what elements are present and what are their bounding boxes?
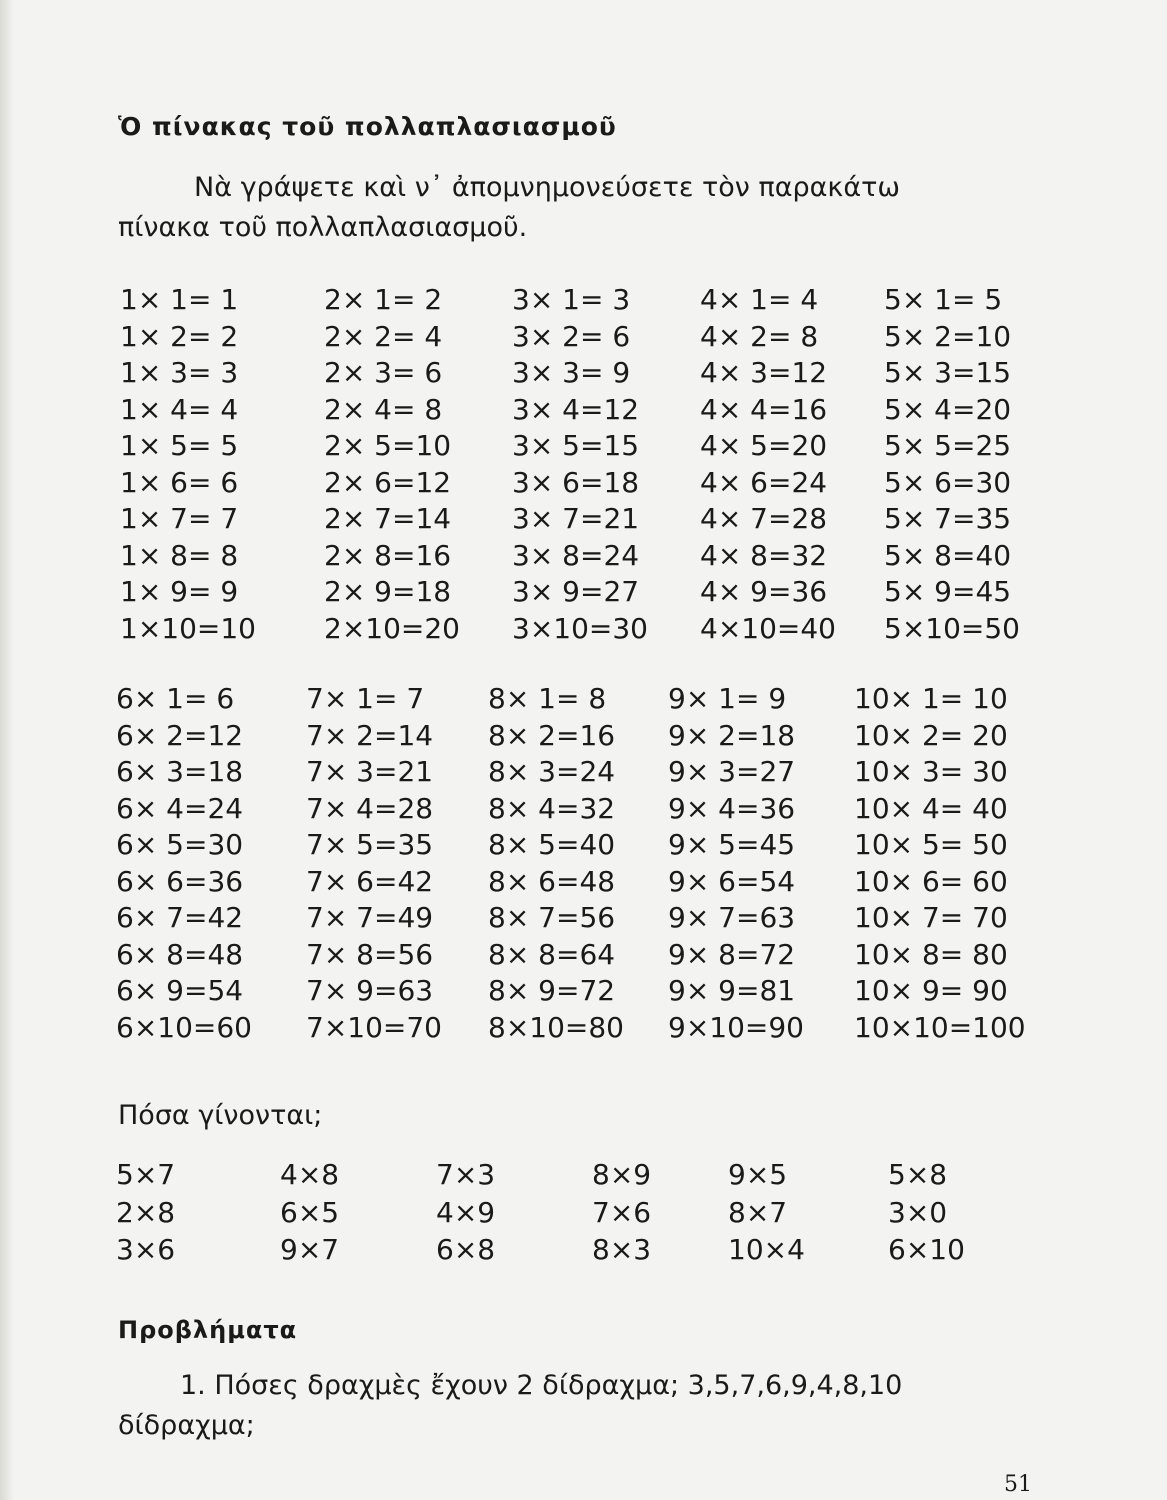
table-cell: 1× 7= 7 xyxy=(120,502,239,535)
problem-1-line-1: 1. Πόσες δραχμὲς ἔχουν 2 δίδραχμα; 3,5,7,6,9,4,8,10 xyxy=(180,1370,903,1401)
intro-line-2: πίνακα τοῦ πολλαπλασιασμοῦ. xyxy=(118,212,528,243)
table-cell: 6× 4=24 xyxy=(116,791,244,825)
table-cell: 2× 5=10 xyxy=(324,429,452,462)
table-cell: 4× 9=36 xyxy=(700,575,828,608)
table-cell: 5× 5=25 xyxy=(884,429,1012,462)
quiz-item: 6×5 xyxy=(280,1195,340,1229)
table-cell: 3× 9=27 xyxy=(512,575,640,608)
table-cell: 6× 7=42 xyxy=(116,901,244,934)
table-cell: 5× 7=35 xyxy=(884,502,1012,535)
table-cell: 1× 1= 1 xyxy=(120,283,239,316)
table-cell: 8× 6=48 xyxy=(488,864,616,898)
table-cell: 9× 1= 9 xyxy=(668,682,787,715)
table-cell: 1×10=10 xyxy=(120,611,256,645)
quiz-item: 9×5 xyxy=(728,1158,788,1191)
problems-title: Προβλήματα xyxy=(118,1316,298,1344)
table-cell: 2× 7=14 xyxy=(324,502,452,535)
quiz-item: 8×7 xyxy=(728,1195,788,1229)
table-cell: 7× 4=28 xyxy=(306,791,434,825)
table-cell: 3× 2= 6 xyxy=(512,319,631,353)
intro-paragraph xyxy=(118,168,1048,248)
table-cell: 7× 3=21 xyxy=(306,755,434,788)
table-cell: 10× 3= 30 xyxy=(854,755,1008,788)
table-cell: 8× 3=24 xyxy=(488,755,616,788)
table-cell: 2× 9=18 xyxy=(324,575,452,608)
table-cell: 6× 9=54 xyxy=(116,974,244,1007)
table-cell: 7× 2=14 xyxy=(306,718,434,752)
table-cell: 9× 5=45 xyxy=(668,828,796,861)
table-cell: 8× 1= 8 xyxy=(488,682,607,715)
quiz-item: 7×3 xyxy=(436,1158,496,1191)
table-cell: 10× 4= 40 xyxy=(854,791,1008,825)
table-cell: 8× 2=16 xyxy=(488,718,616,752)
table-cell: 8×10=80 xyxy=(488,1010,624,1044)
table-row xyxy=(116,828,1056,865)
table-cell: 4× 2= 8 xyxy=(700,319,819,353)
table-cell: 6× 5=30 xyxy=(116,828,244,861)
quiz-title: Πόσα γίνονται; xyxy=(118,1100,323,1131)
table-cell: 9× 2=18 xyxy=(668,718,796,752)
table-cell: 5× 1= 5 xyxy=(884,283,1003,316)
table-cell: 4× 7=28 xyxy=(700,502,828,535)
table-cell: 3× 4=12 xyxy=(512,392,640,426)
table-cell: 3×10=30 xyxy=(512,611,648,645)
table-cell: 5× 4=20 xyxy=(884,392,1012,426)
table-row xyxy=(116,320,1056,357)
table-row xyxy=(116,719,1056,756)
table-cell: 3× 1= 3 xyxy=(512,283,631,316)
quiz-item: 4×8 xyxy=(280,1158,340,1191)
table-cell: 2× 3= 6 xyxy=(324,356,443,389)
table-row xyxy=(116,1011,1056,1048)
table-cell: 10× 1= 10 xyxy=(854,682,1008,715)
table-cell: 6× 8=48 xyxy=(116,937,244,971)
multiplication-table-6-10 xyxy=(116,682,1056,1047)
table-cell: 6× 2=12 xyxy=(116,718,244,752)
table-cell: 8× 9=72 xyxy=(488,974,616,1007)
table-cell: 4× 5=20 xyxy=(700,429,828,462)
table-row xyxy=(116,502,1056,539)
quiz-item: 9×7 xyxy=(280,1233,340,1266)
table-cell: 5×10=50 xyxy=(884,611,1020,645)
quiz-item: 7×6 xyxy=(592,1195,652,1229)
table-cell: 4×10=40 xyxy=(700,611,836,645)
page-edge-shadow xyxy=(0,0,14,1500)
quiz-item: 10×4 xyxy=(728,1233,805,1266)
quiz-item: 5×7 xyxy=(116,1158,176,1191)
quiz-item: 8×9 xyxy=(592,1158,652,1191)
table-cell: 2×10=20 xyxy=(324,611,460,645)
table-cell: 7× 8=56 xyxy=(306,937,434,971)
table-row xyxy=(116,755,1056,792)
quiz-item: 3×0 xyxy=(888,1195,948,1229)
quiz-item: 6×8 xyxy=(436,1233,496,1266)
table-row xyxy=(116,612,1056,649)
table-row xyxy=(116,466,1056,503)
table-cell: 8× 7=56 xyxy=(488,901,616,934)
table-cell: 6× 3=18 xyxy=(116,755,244,788)
table-row xyxy=(116,356,1056,393)
section-title: Ὁ πίνακας τοῦ πολλαπλασιασμοῦ xyxy=(118,112,617,141)
table-row xyxy=(116,283,1056,320)
table-cell: 10× 8= 80 xyxy=(854,937,1008,971)
table-cell: 4× 4=16 xyxy=(700,392,828,426)
table-row xyxy=(116,682,1056,719)
table-row xyxy=(116,865,1056,902)
quiz-item: 5×8 xyxy=(888,1158,948,1191)
table-row xyxy=(116,429,1056,466)
table-cell: 7×10=70 xyxy=(306,1010,442,1044)
table-cell: 4× 1= 4 xyxy=(700,283,819,316)
table-cell: 1× 4= 4 xyxy=(120,392,239,426)
table-cell: 1× 6= 6 xyxy=(120,465,239,499)
table-cell: 6× 1= 6 xyxy=(116,682,235,715)
table-row xyxy=(116,938,1056,975)
quiz-item: 2×8 xyxy=(116,1195,176,1229)
table-row xyxy=(116,575,1056,612)
table-cell: 1× 3= 3 xyxy=(120,356,239,389)
table-cell: 1× 5= 5 xyxy=(120,429,239,462)
table-cell: 5× 2=10 xyxy=(884,319,1012,353)
table-cell: 6× 6=36 xyxy=(116,864,244,898)
table-cell: 9× 9=81 xyxy=(668,974,796,1007)
table-cell: 5× 9=45 xyxy=(884,575,1012,608)
table-row xyxy=(116,539,1056,576)
table-cell: 10× 5= 50 xyxy=(854,828,1008,861)
table-cell: 8× 5=40 xyxy=(488,828,616,861)
table-cell: 2× 4= 8 xyxy=(324,392,443,426)
problem-1-line-2: δίδραχμα; xyxy=(118,1410,255,1441)
table-cell: 7× 7=49 xyxy=(306,901,434,934)
table-cell: 7× 5=35 xyxy=(306,828,434,861)
quiz-item: 4×9 xyxy=(436,1195,496,1229)
table-cell: 8× 8=64 xyxy=(488,937,616,971)
table-cell: 2× 8=16 xyxy=(324,538,452,572)
problem-1 xyxy=(118,1366,1048,1446)
table-cell: 9× 8=72 xyxy=(668,937,796,971)
table-cell: 9×10=90 xyxy=(668,1010,804,1044)
intro-line-1: Νὰ γράψετε καὶ ν᾿ ἀπομνημονεύσετε τὸν παρακάτω xyxy=(194,172,901,203)
table-cell: 1× 2= 2 xyxy=(120,319,239,353)
table-cell: 9× 6=54 xyxy=(668,864,796,898)
table-cell: 3× 5=15 xyxy=(512,429,640,462)
table-cell: 7× 1= 7 xyxy=(306,682,425,715)
table-cell: 9× 4=36 xyxy=(668,791,796,825)
table-cell: 10× 2= 20 xyxy=(854,718,1008,752)
table-cell: 3× 6=18 xyxy=(512,465,640,499)
table-cell: 9× 3=27 xyxy=(668,755,796,788)
table-cell: 4× 8=32 xyxy=(700,538,828,572)
table-row xyxy=(116,901,1056,938)
quiz-item: 8×3 xyxy=(592,1233,652,1266)
table-cell: 10× 9= 90 xyxy=(854,974,1008,1007)
table-cell: 3× 7=21 xyxy=(512,502,640,535)
quiz-item: 6×10 xyxy=(888,1233,965,1266)
table-cell: 2× 6=12 xyxy=(324,465,452,499)
table-cell: 10× 6= 60 xyxy=(854,864,1008,898)
table-cell: 8× 4=32 xyxy=(488,791,616,825)
table-cell: 4× 3=12 xyxy=(700,356,828,389)
table-cell: 7× 9=63 xyxy=(306,974,434,1007)
table-cell: 10×10=100 xyxy=(854,1010,1026,1044)
table-cell: 6×10=60 xyxy=(116,1010,252,1044)
table-row xyxy=(116,974,1056,1011)
table-cell: 5× 3=15 xyxy=(884,356,1012,389)
table-cell: 2× 2= 4 xyxy=(324,319,443,353)
table-cell: 9× 7=63 xyxy=(668,901,796,934)
table-cell: 7× 6=42 xyxy=(306,864,434,898)
quiz-item: 3×6 xyxy=(116,1233,176,1266)
table-cell: 4× 6=24 xyxy=(700,465,828,499)
page-number: 51 xyxy=(1004,1472,1032,1497)
table-cell: 2× 1= 2 xyxy=(324,283,443,316)
table-cell: 3× 8=24 xyxy=(512,538,640,572)
table-cell: 10× 7= 70 xyxy=(854,901,1008,934)
table-row xyxy=(116,393,1056,430)
table-cell: 5× 6=30 xyxy=(884,465,1012,499)
table-cell: 3× 3= 9 xyxy=(512,356,631,389)
table-cell: 1× 8= 8 xyxy=(120,538,239,572)
table-cell: 1× 9= 9 xyxy=(120,575,239,608)
multiplication-table-1-5 xyxy=(116,283,1056,648)
table-cell: 5× 8=40 xyxy=(884,538,1012,572)
table-row xyxy=(116,792,1056,829)
